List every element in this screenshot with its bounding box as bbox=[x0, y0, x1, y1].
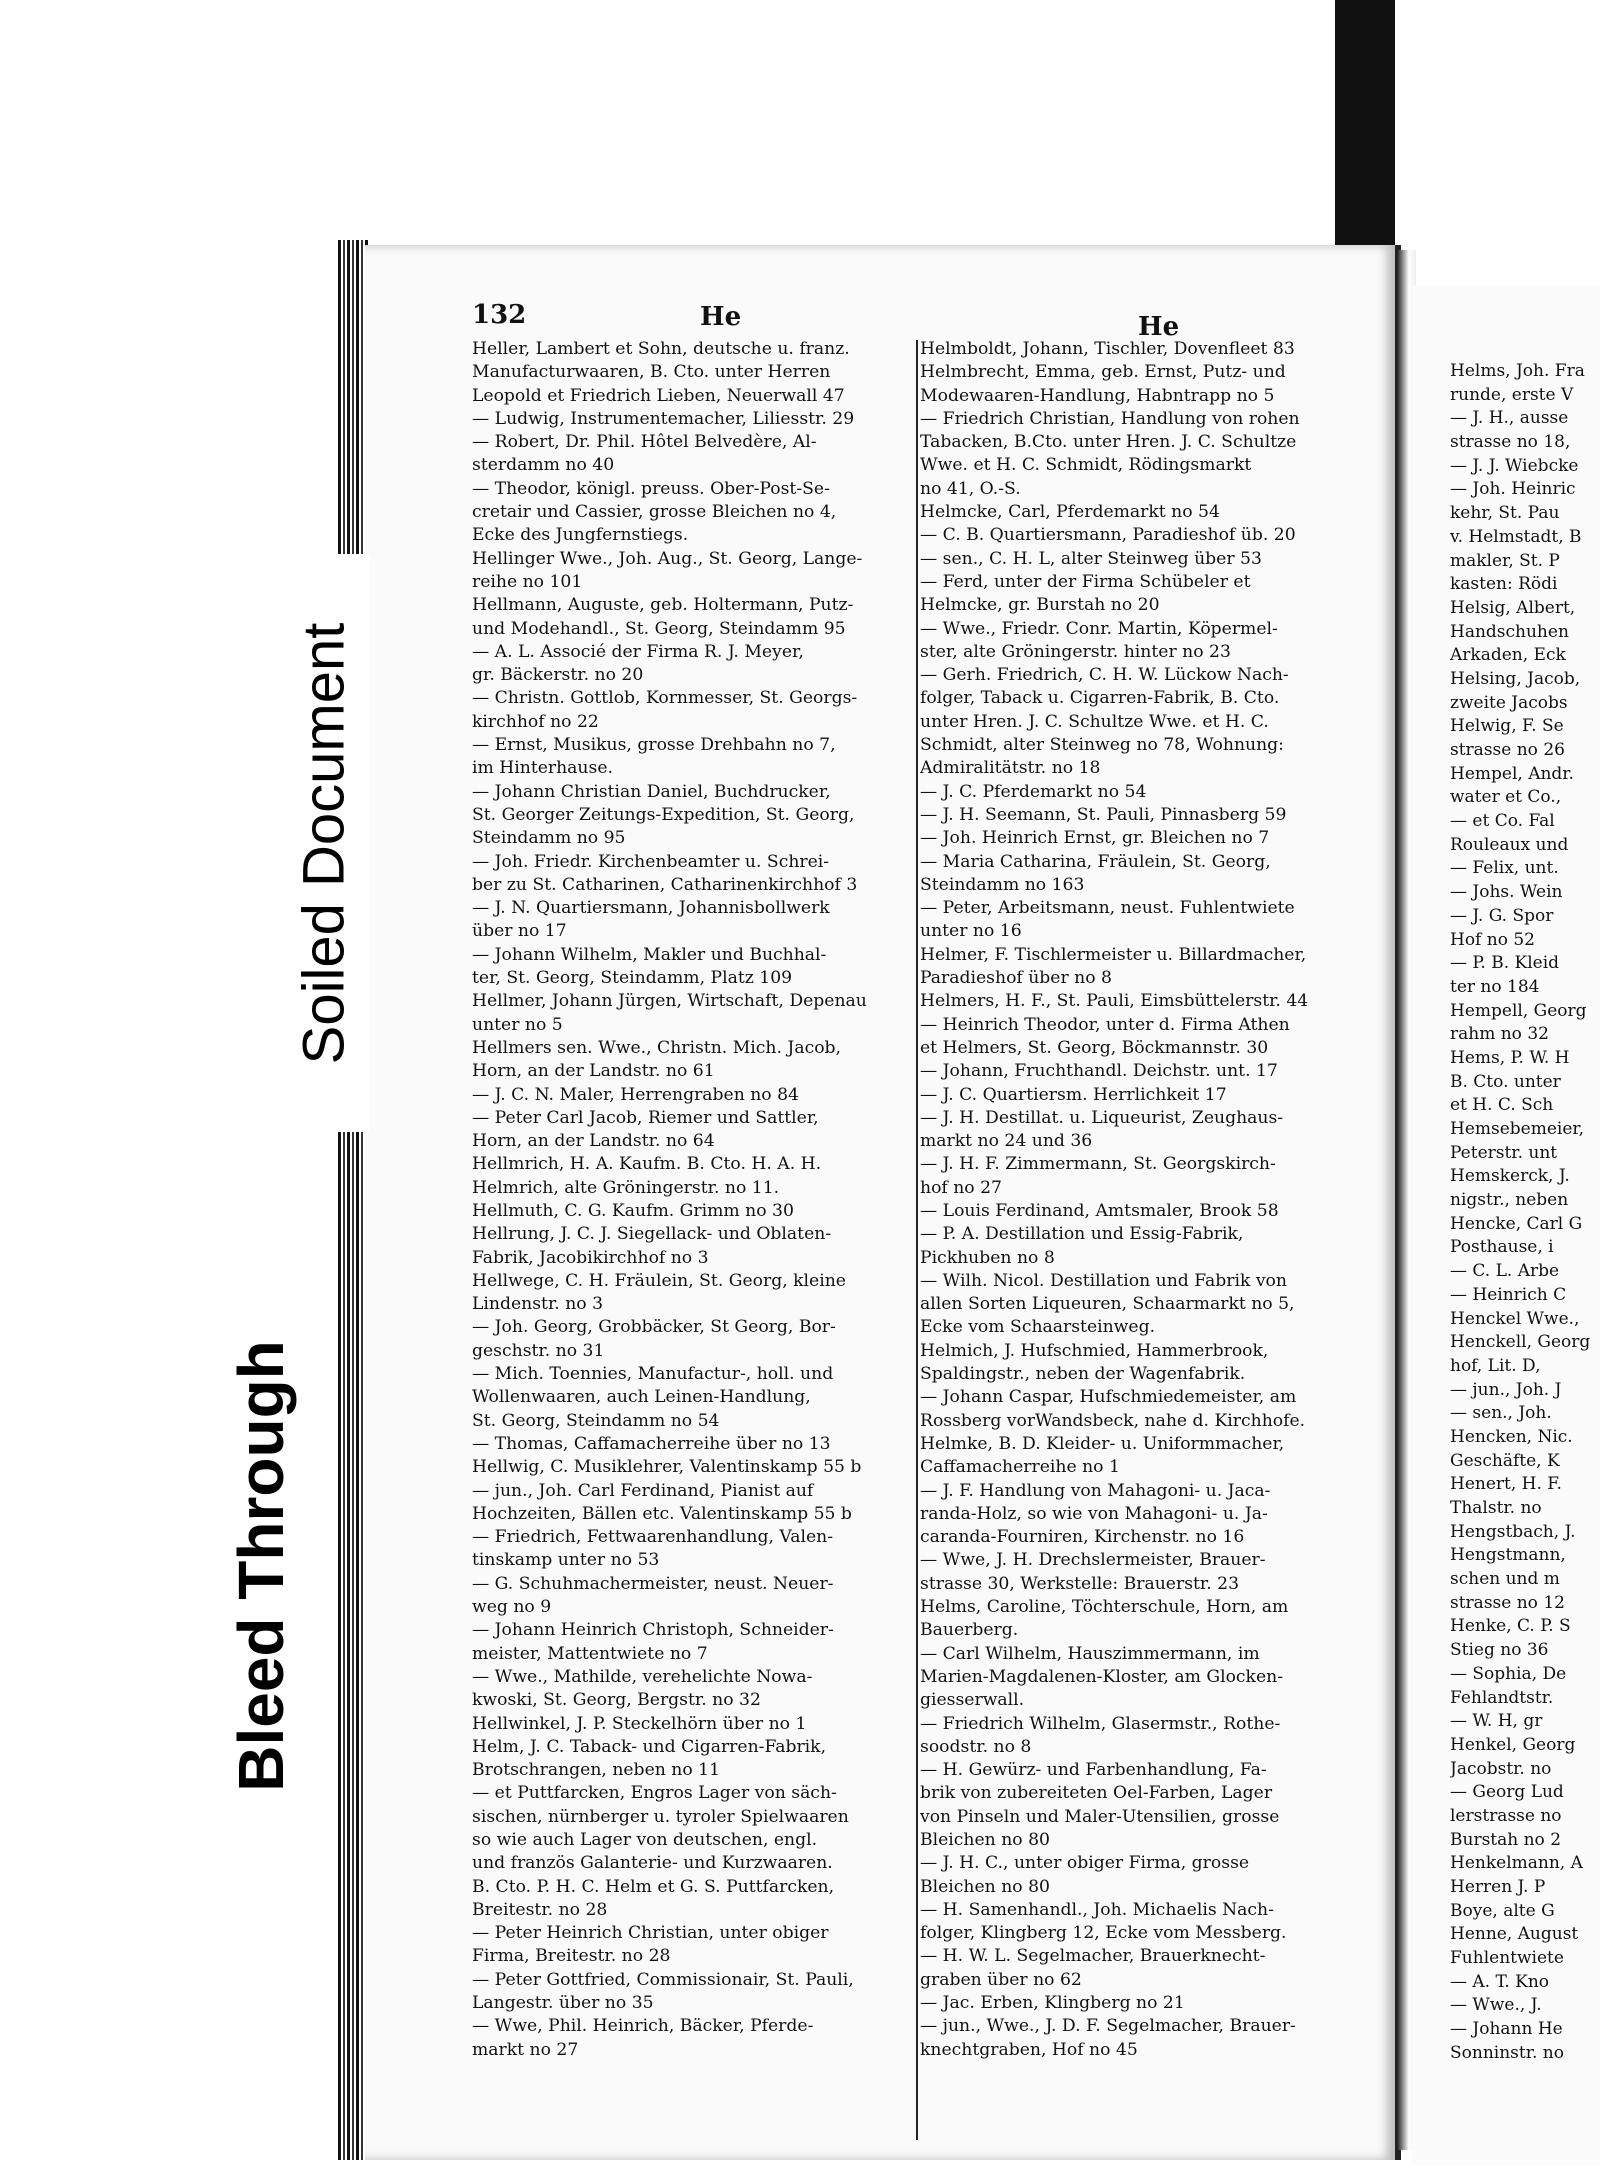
directory-line: Helmbrecht, Emma, geb. Ernst, Putz- und bbox=[920, 362, 1286, 383]
directory-line: randa-Holz, so wie von Mahagoni- u. Ja- bbox=[920, 1503, 1268, 1524]
directory-line: — Heinrich Theodor, unter d. Firma Athen bbox=[920, 1014, 1290, 1035]
directory-line: meister, Mattentwiete no 7 bbox=[472, 1643, 708, 1664]
directory-line: sterdamm no 40 bbox=[472, 455, 615, 476]
directory-line: Handschuhen bbox=[1450, 621, 1569, 642]
left-column bbox=[472, 338, 920, 2062]
directory-line: kasten: Rödi bbox=[1450, 574, 1558, 595]
directory-line: Fuhlentwiete bbox=[1450, 1948, 1564, 1969]
directory-line: — Johann Christian Daniel, Buchdrucker, bbox=[472, 781, 831, 802]
soiled-document-label-text: Soiled Document bbox=[291, 622, 357, 1064]
spine-band bbox=[1335, 0, 1395, 265]
directory-line: Hempel, Andr. bbox=[1450, 763, 1574, 784]
directory-line: — Gerh. Friedrich, C. H. W. Lückow Nach- bbox=[920, 665, 1289, 686]
directory-line: — et Co. Fal bbox=[1450, 811, 1555, 832]
directory-line: gr. Bäckerstr. no 20 bbox=[472, 665, 644, 686]
directory-line: Spaldingstr., neben der Wagenfabrik. bbox=[920, 1364, 1246, 1385]
directory-line: — Wwe., Mathilde, verehelichte Nowa- bbox=[472, 1666, 813, 1687]
directory-line: Boye, alte G bbox=[1450, 1900, 1555, 1921]
directory-line: — Joh. Heinric bbox=[1450, 479, 1576, 500]
directory-line: Helwig, F. Se bbox=[1450, 716, 1564, 737]
directory-line: — Ferd, unter der Firma Schübeler et bbox=[920, 571, 1251, 592]
directory-line: Jacobstr. no bbox=[1450, 1758, 1552, 1779]
directory-line: Ecke vom Schaarsteinweg. bbox=[920, 1317, 1156, 1338]
directory-line: — J. J. Wiebcke bbox=[1450, 455, 1579, 476]
directory-line: zweite Jacobs bbox=[1450, 692, 1568, 713]
running-head-right: He bbox=[1138, 312, 1180, 342]
directory-line: brik von zubereiteten Oel-Farben, Lager bbox=[920, 1783, 1273, 1804]
directory-line: Lindenstr. no 3 bbox=[472, 1294, 604, 1315]
directory-line: Hencken, Nic. bbox=[1450, 1426, 1573, 1447]
directory-line: caranda-Fourniren, Kirchenstr. no 16 bbox=[920, 1527, 1245, 1548]
directory-line: — C. B. Quartiersmann, Paradieshof üb. 20 bbox=[920, 525, 1296, 546]
directory-line: Steindamm no 163 bbox=[920, 874, 1085, 895]
directory-line: rahm no 32 bbox=[1450, 1024, 1549, 1045]
directory-line: folger, Taback u. Cigarren-Fabrik, B. Cto. bbox=[920, 688, 1280, 709]
directory-line: Arkaden, Eck bbox=[1450, 645, 1566, 666]
directory-line: soodstr. no 8 bbox=[920, 1736, 1032, 1757]
directory-line: — H. Gewürz- und Farbenhandlung, Fa- bbox=[920, 1760, 1267, 1781]
directory-line: Hellinger Wwe., Joh. Aug., St. Georg, Lange- bbox=[472, 548, 863, 569]
directory-line: Helm, J. C. Taback- und Cigarren-Fabrik, bbox=[472, 1736, 827, 1757]
right-column bbox=[1450, 360, 1600, 2066]
directory-line: Helmke, B. D. Kleider- u. Uniformmacher, bbox=[920, 1433, 1285, 1454]
directory-line: Langestr. über no 35 bbox=[472, 1993, 654, 2014]
directory-line: graben über no 62 bbox=[920, 1969, 1082, 1990]
directory-line: — Johs. Wein bbox=[1450, 882, 1563, 903]
directory-line: kehr, St. Pau bbox=[1450, 503, 1560, 524]
directory-line: Helms, Caroline, Töchterschule, Horn, am bbox=[920, 1597, 1289, 1618]
directory-line: Hengstbach, J. bbox=[1450, 1521, 1576, 1542]
directory-line: — jun., Joh. Carl Ferdinand, Pianist auf bbox=[472, 1480, 814, 1501]
directory-line: — J. H. C., unter obiger Firma, grosse bbox=[920, 1853, 1250, 1874]
directory-line: markt no 24 und 36 bbox=[920, 1131, 1093, 1152]
directory-line: Rouleaux und bbox=[1450, 834, 1569, 855]
bleed-through-label-text: Bleed Through bbox=[225, 1340, 297, 1792]
directory-line: Hemsebemeier, bbox=[1450, 1119, 1585, 1139]
directory-line: Henke, C. P. S bbox=[1450, 1616, 1571, 1637]
directory-line: no 41, O.-S. bbox=[920, 478, 1021, 499]
directory-line: Wollenwaaren, auch Leinen-Handlung, bbox=[472, 1387, 811, 1408]
directory-line: Paradieshof über no 8 bbox=[920, 968, 1112, 989]
directory-line: — Sophia, De bbox=[1450, 1663, 1567, 1684]
directory-line: — et Puttfarcken, Engros Lager von säch- bbox=[472, 1783, 837, 1804]
directory-line: — G. Schuhmachermeister, neust. Neuer- bbox=[472, 1573, 834, 1594]
directory-line: Hempell, Georg bbox=[1450, 1000, 1587, 1021]
directory-line: über no 17 bbox=[472, 921, 567, 942]
bleed-through-label bbox=[205, 1270, 317, 1862]
directory-line: — Peter, Arbeitsmann, neust. Fuhlentwiete bbox=[920, 898, 1295, 919]
directory-line: B. Cto. P. H. C. Helm et G. S. Puttfarcken, bbox=[472, 1876, 835, 1897]
directory-line: — jun., Joh. J bbox=[1450, 1379, 1562, 1400]
directory-line: Henckell, Georg bbox=[1450, 1332, 1591, 1353]
directory-line: von Pinseln und Maler-Utensilien, grosse bbox=[920, 1806, 1280, 1827]
directory-line: — Felix, unt. bbox=[1450, 858, 1559, 879]
directory-line: kwoski, St. Georg, Bergstr. no 32 bbox=[472, 1690, 761, 1711]
directory-line: — J. H. Seemann, St. Pauli, Pinnasberg 59 bbox=[920, 804, 1287, 825]
directory-line: folger, Klingberg 12, Ecke vom Messberg. bbox=[920, 1923, 1287, 1944]
directory-line: Henne, August bbox=[1450, 1924, 1579, 1945]
directory-line: nigstr., neben bbox=[1450, 1190, 1569, 1211]
directory-line: St. Georger Zeitungs-Expedition, St. Georg, bbox=[472, 804, 855, 825]
directory-line: — Georg Lud bbox=[1450, 1782, 1564, 1803]
directory-line: Herren J. P bbox=[1450, 1877, 1546, 1897]
directory-line: so wie auch Lager von deutschen, engl. bbox=[472, 1830, 818, 1850]
directory-line: — J. G. Spor bbox=[1450, 905, 1554, 926]
directory-line: reihe no 101 bbox=[472, 571, 583, 592]
directory-line: Helmers, H. F., St. Pauli, Eimsbüttelerstr. 44 bbox=[920, 991, 1309, 1012]
directory-line: et H. C. Sch bbox=[1450, 1095, 1554, 1116]
directory-line: Hellmuth, C. G. Kaufm. Grimm no 30 bbox=[472, 1200, 794, 1221]
directory-line: Helmrich, alte Gröningerstr. no 11. bbox=[472, 1177, 780, 1198]
directory-line: — Wwe, J. H. Drechslermeister, Brauer- bbox=[920, 1550, 1266, 1571]
directory-line: ter, St. Georg, Steindamm, Platz 109 bbox=[472, 968, 793, 989]
directory-line: — A. L. Associé der Firma R. J. Meyer, bbox=[472, 641, 804, 662]
directory-line: — Christn. Gottlob, Kornmesser, St. Georgs- bbox=[472, 688, 858, 709]
directory-line: unter Hren. J. C. Schultze Wwe. et H. C. bbox=[920, 711, 1269, 732]
directory-line: B. Cto. unter bbox=[1450, 1071, 1561, 1092]
directory-line: Marien-Magdalenen-Kloster, am Glocken- bbox=[920, 1666, 1284, 1687]
directory-line: ter no 184 bbox=[1450, 976, 1540, 997]
directory-line: makler, St. P bbox=[1450, 550, 1560, 571]
directory-line: — H. Samenhandl., Joh. Michaelis Nach- bbox=[920, 1899, 1274, 1920]
directory-line: — J. C. N. Maler, Herrengraben no 84 bbox=[472, 1084, 799, 1105]
directory-line: v. Helmstadt, B bbox=[1450, 526, 1582, 547]
directory-line: Fehlandtstr. bbox=[1450, 1687, 1554, 1708]
directory-line: — Jac. Erben, Klingberg no 21 bbox=[920, 1993, 1185, 2014]
directory-line: — Wwe., Friedr. Conr. Martin, Köpermel- bbox=[920, 618, 1278, 639]
directory-line: — Ernst, Musikus, grosse Drehbahn no 7, bbox=[472, 735, 836, 756]
directory-line: hof no 27 bbox=[920, 1177, 1002, 1198]
directory-line: strasse no 26 bbox=[1450, 740, 1565, 760]
directory-line: — Johann Wilhelm, Makler und Buchhal- bbox=[472, 944, 827, 965]
directory-line: Steindamm no 95 bbox=[472, 828, 626, 849]
directory-line: — jun., Wwe., J. D. F. Segelmacher, Brauer- bbox=[920, 2016, 1296, 2037]
directory-line: Breitestr. no 28 bbox=[472, 1899, 608, 1920]
directory-line: Ecke des Jungfernstiegs. bbox=[472, 525, 689, 546]
directory-line: Hellmers sen. Wwe., Christn. Mich. Jacob, bbox=[472, 1037, 842, 1058]
directory-line: — Thomas, Caffamacherreihe über no 13 bbox=[472, 1433, 831, 1454]
directory-line: Bleichen no 80 bbox=[920, 1876, 1050, 1897]
directory-line: — Wwe., J. bbox=[1450, 1995, 1542, 2016]
directory-line: Helsig, Albert, bbox=[1450, 597, 1576, 618]
directory-line: Burstah no 2 bbox=[1450, 1829, 1562, 1850]
directory-line: Horn, an der Landstr. no 64 bbox=[472, 1131, 715, 1152]
directory-line: Henkelmann, A bbox=[1450, 1853, 1583, 1874]
running-head-left: He bbox=[700, 302, 742, 332]
directory-line: — Peter Heinrich Christian, unter obiger bbox=[472, 1923, 829, 1944]
directory-line: — Peter Gottfried, Commissionair, St. Pauli, bbox=[472, 1969, 854, 1990]
directory-line: — J. F. Handlung von Mahagoni- u. Jaca- bbox=[920, 1480, 1271, 1501]
directory-line: — Peter Carl Jacob, Riemer und Sattler, bbox=[472, 1107, 819, 1128]
directory-line: — Maria Catharina, Fräulein, St. Georg, bbox=[920, 851, 1271, 872]
directory-line: sischen, nürnberger u. tyroler Spielwaaren bbox=[472, 1806, 849, 1827]
directory-line: — J. H. F. Zimmermann, St. Georgskirch- bbox=[920, 1154, 1276, 1175]
directory-line: — Joh. Heinrich Ernst, gr. Bleichen no 7 bbox=[920, 828, 1270, 849]
directory-line: Henkel, Georg bbox=[1450, 1734, 1576, 1755]
directory-line: Hellmann, Auguste, geb. Holtermann, Putz- bbox=[472, 595, 854, 616]
directory-line: Hengstmann, bbox=[1450, 1545, 1566, 1566]
directory-line: Manufacturwaaren, B. Cto. unter Herren bbox=[472, 362, 831, 383]
directory-line: — Johann, Fruchthandl. Deichstr. unt. 17 bbox=[920, 1061, 1278, 1082]
directory-line: Sonninstr. no bbox=[1450, 2042, 1564, 2063]
directory-line: Helmboldt, Johann, Tischler, Dovenfleet 83 bbox=[920, 339, 1295, 359]
directory-line: Hellmer, Johann Jürgen, Wirtschaft, Depenau bbox=[472, 991, 867, 1012]
directory-line: unter no 16 bbox=[920, 921, 1022, 942]
directory-line: — Joh. Georg, Grobbäcker, St Georg, Bor- bbox=[472, 1317, 836, 1338]
directory-line: Henckel Wwe., bbox=[1450, 1308, 1580, 1329]
directory-line: Posthause, i bbox=[1450, 1237, 1554, 1258]
directory-line: Hencke, Carl G bbox=[1450, 1213, 1583, 1234]
directory-line: — P. B. Kleid bbox=[1450, 953, 1560, 974]
directory-line: strasse no 18, bbox=[1450, 432, 1571, 453]
directory-line: tinskamp unter no 53 bbox=[472, 1550, 660, 1571]
directory-line: Caffamacherreihe no 1 bbox=[920, 1457, 1120, 1478]
directory-line: Hellwinkel, J. P. Steckelhörn über no 1 bbox=[472, 1713, 807, 1734]
directory-line: Hems, P. W. H bbox=[1450, 1047, 1570, 1068]
directory-line: Heller, Lambert et Sohn, deutsche u. franz. bbox=[472, 339, 850, 359]
directory-line: Bleichen no 80 bbox=[920, 1830, 1050, 1850]
directory-line: und französ Galanterie- und Kurzwaaren. bbox=[472, 1853, 833, 1874]
directory-line: Hellrung, J. C. J. Siegellack- und Oblaten- bbox=[472, 1224, 832, 1245]
directory-line: — Louis Ferdinand, Amtsmaler, Brook 58 bbox=[920, 1200, 1279, 1221]
directory-line: — Ludwig, Instrumentemacher, Liliesstr. 29 bbox=[472, 408, 855, 429]
directory-line: Henert, H. F. bbox=[1450, 1474, 1562, 1495]
directory-line: Helmcke, gr. Burstah no 20 bbox=[920, 595, 1160, 616]
directory-line: Horn, an der Landstr. no 61 bbox=[472, 1061, 715, 1082]
directory-line: kirchhof no 22 bbox=[472, 711, 599, 732]
directory-line: weg no 9 bbox=[472, 1597, 552, 1618]
directory-line: Tabacken, B.Cto. unter Hren. J. C. Schultze bbox=[920, 432, 1297, 453]
directory-line: Schmidt, alter Steinweg no 78, Wohnung: bbox=[920, 735, 1284, 756]
directory-line: Brotschrangen, neben no 11 bbox=[472, 1760, 721, 1781]
directory-line: Fabrik, Jacobikirchhof no 3 bbox=[472, 1247, 709, 1268]
directory-line: markt no 27 bbox=[472, 2039, 579, 2060]
directory-line: Hemskerck, J. bbox=[1450, 1166, 1570, 1187]
directory-line: — J. H. Destillat. u. Liqueurist, Zeughaus- bbox=[920, 1107, 1284, 1128]
directory-line: schen und m bbox=[1450, 1569, 1560, 1590]
directory-line: — sen., Joh. bbox=[1450, 1403, 1552, 1424]
directory-line: — J. C. Pferdemarkt no 54 bbox=[920, 781, 1147, 802]
directory-line: Pickhuben no 8 bbox=[920, 1247, 1055, 1268]
directory-line: — Theodor, königl. preuss. Ober-Post-Se- bbox=[472, 478, 830, 499]
directory-line: Bauerberg. bbox=[920, 1620, 1019, 1641]
directory-line: — Friedrich Christian, Handlung von rohen bbox=[920, 408, 1300, 429]
directory-line: strasse no 12 bbox=[1450, 1592, 1565, 1613]
directory-line: — Heinrich C bbox=[1450, 1284, 1567, 1305]
directory-line: Helmcke, Carl, Pferdemarkt no 54 bbox=[920, 502, 1220, 523]
directory-line: — Friedrich Wilhelm, Glasermstr., Rothe- bbox=[920, 1713, 1281, 1734]
column-divider bbox=[916, 340, 918, 2140]
directory-line: — A. T. Kno bbox=[1450, 1971, 1550, 1992]
directory-line: Hellwege, C. H. Fräulein, St. Georg, kleine bbox=[472, 1270, 846, 1291]
directory-line: geschstr. no 31 bbox=[472, 1340, 605, 1361]
directory-line: knechtgraben, Hof no 45 bbox=[920, 2039, 1138, 2060]
directory-line: Leopold et Friedrich Lieben, Neuerwall 47 bbox=[472, 385, 845, 406]
directory-line: Hof no 52 bbox=[1450, 929, 1535, 950]
page-edges bbox=[338, 240, 368, 2160]
directory-line: ber zu St. Catharinen, Catharinenkirchhof 3 bbox=[472, 874, 858, 895]
directory-line: — W. H, gr bbox=[1450, 1711, 1543, 1732]
directory-line: — Friedrich, Fettwaarenhandlung, Valen- bbox=[472, 1527, 834, 1548]
page-number: 132 bbox=[472, 300, 527, 330]
directory-line: — J. H., ausse bbox=[1450, 408, 1569, 429]
directory-line: — P. A. Destillation und Essig-Fabrik, bbox=[920, 1224, 1244, 1245]
directory-line: — J. C. Quartiersm. Herrlichkeit 17 bbox=[920, 1084, 1227, 1105]
directory-line: — Wwe, Phil. Heinrich, Bäcker, Pferde- bbox=[472, 2016, 814, 2037]
directory-line: — Joh. Friedr. Kirchenbeamter u. Schrei- bbox=[472, 851, 830, 872]
directory-line: Hellwig, C. Musiklehrer, Valentinskamp 55 b bbox=[472, 1457, 862, 1478]
directory-line: et Helmers, St. Georg, Böckmannstr. 30 bbox=[920, 1037, 1269, 1058]
directory-line: Helmich, J. Hufschmied, Hammerbrook, bbox=[920, 1340, 1269, 1361]
soiled-document-label bbox=[278, 554, 370, 1132]
directory-line: allen Sorten Liqueuren, Schaarmarkt no 5, bbox=[920, 1294, 1295, 1315]
directory-line: — C. L. Arbe bbox=[1450, 1261, 1560, 1282]
directory-line: Hochzeiten, Bällen etc. Valentinskamp 55 b bbox=[472, 1503, 852, 1524]
directory-line: — Wilh. Nicol. Destillation und Fabrik von bbox=[920, 1270, 1287, 1291]
directory-line: im Hinterhause. bbox=[472, 758, 613, 779]
directory-line: Helms, Joh. Fra bbox=[1450, 361, 1585, 381]
directory-line: Hellmrich, H. A. Kaufm. B. Cto. H. A. H. bbox=[472, 1154, 822, 1175]
directory-line: — J. N. Quartiersmann, Johannisbollwerk bbox=[472, 898, 830, 919]
directory-line: und Modehandl., St. Georg, Steindamm 95 bbox=[472, 618, 846, 639]
directory-line: lerstrasse no bbox=[1450, 1805, 1562, 1826]
directory-line: strasse 30, Werkstelle: Brauerstr. 23 bbox=[920, 1573, 1240, 1594]
directory-line: Wwe. et H. C. Schmidt, Rödingsmarkt bbox=[920, 455, 1252, 476]
directory-line: — Carl Wilhelm, Hauszimmermann, im bbox=[920, 1643, 1260, 1664]
directory-line: Thalstr. no bbox=[1450, 1498, 1542, 1518]
middle-column bbox=[920, 338, 1370, 2062]
directory-line: Modewaaren-Handlung, Habntrapp no 5 bbox=[920, 385, 1275, 406]
directory-line: Helsing, Jacob, bbox=[1450, 668, 1581, 689]
directory-line: Helmer, F. Tischlermeister u. Billardmacher, bbox=[920, 944, 1307, 965]
directory-line: Stieg no 36 bbox=[1450, 1640, 1549, 1661]
directory-line: cretair und Cassier, grosse Bleichen no 4, bbox=[472, 502, 837, 523]
directory-line: St. Georg, Steindamm no 54 bbox=[472, 1410, 720, 1431]
directory-line: water et Co., bbox=[1450, 787, 1562, 808]
directory-line: ster, alte Gröningerstr. hinter no 23 bbox=[920, 641, 1231, 662]
directory-line: runde, erste V bbox=[1450, 384, 1574, 405]
directory-line: — sen., C. H. L, alter Steinweg über 53 bbox=[920, 548, 1262, 569]
directory-line: — Johann He bbox=[1450, 2019, 1563, 2040]
directory-line: hof, Lit. D, bbox=[1450, 1355, 1541, 1376]
directory-line: Peterstr. unt bbox=[1450, 1142, 1558, 1163]
directory-line: Firma, Breitestr. no 28 bbox=[472, 1946, 671, 1967]
directory-line: unter no 5 bbox=[472, 1014, 563, 1035]
directory-line: Geschäfte, K bbox=[1450, 1450, 1560, 1471]
directory-line: — H. W. L. Segelmacher, Brauerknecht- bbox=[920, 1946, 1266, 1967]
directory-line: Admiralitätstr. no 18 bbox=[920, 758, 1101, 779]
directory-line: Rossberg vorWandsbeck, nahe d. Kirchhofe. bbox=[920, 1410, 1306, 1431]
directory-line: giesserwall. bbox=[920, 1690, 1025, 1711]
directory-line: — Johann Caspar, Hufschmiedemeister, am bbox=[920, 1387, 1297, 1408]
directory-line: — Johann Heinrich Christoph, Schneider- bbox=[472, 1620, 834, 1641]
directory-line: — Robert, Dr. Phil. Hôtel Belvedère, Al- bbox=[472, 432, 817, 453]
directory-line: — Mich. Toennies, Manufactur-, holl. und bbox=[472, 1364, 834, 1385]
